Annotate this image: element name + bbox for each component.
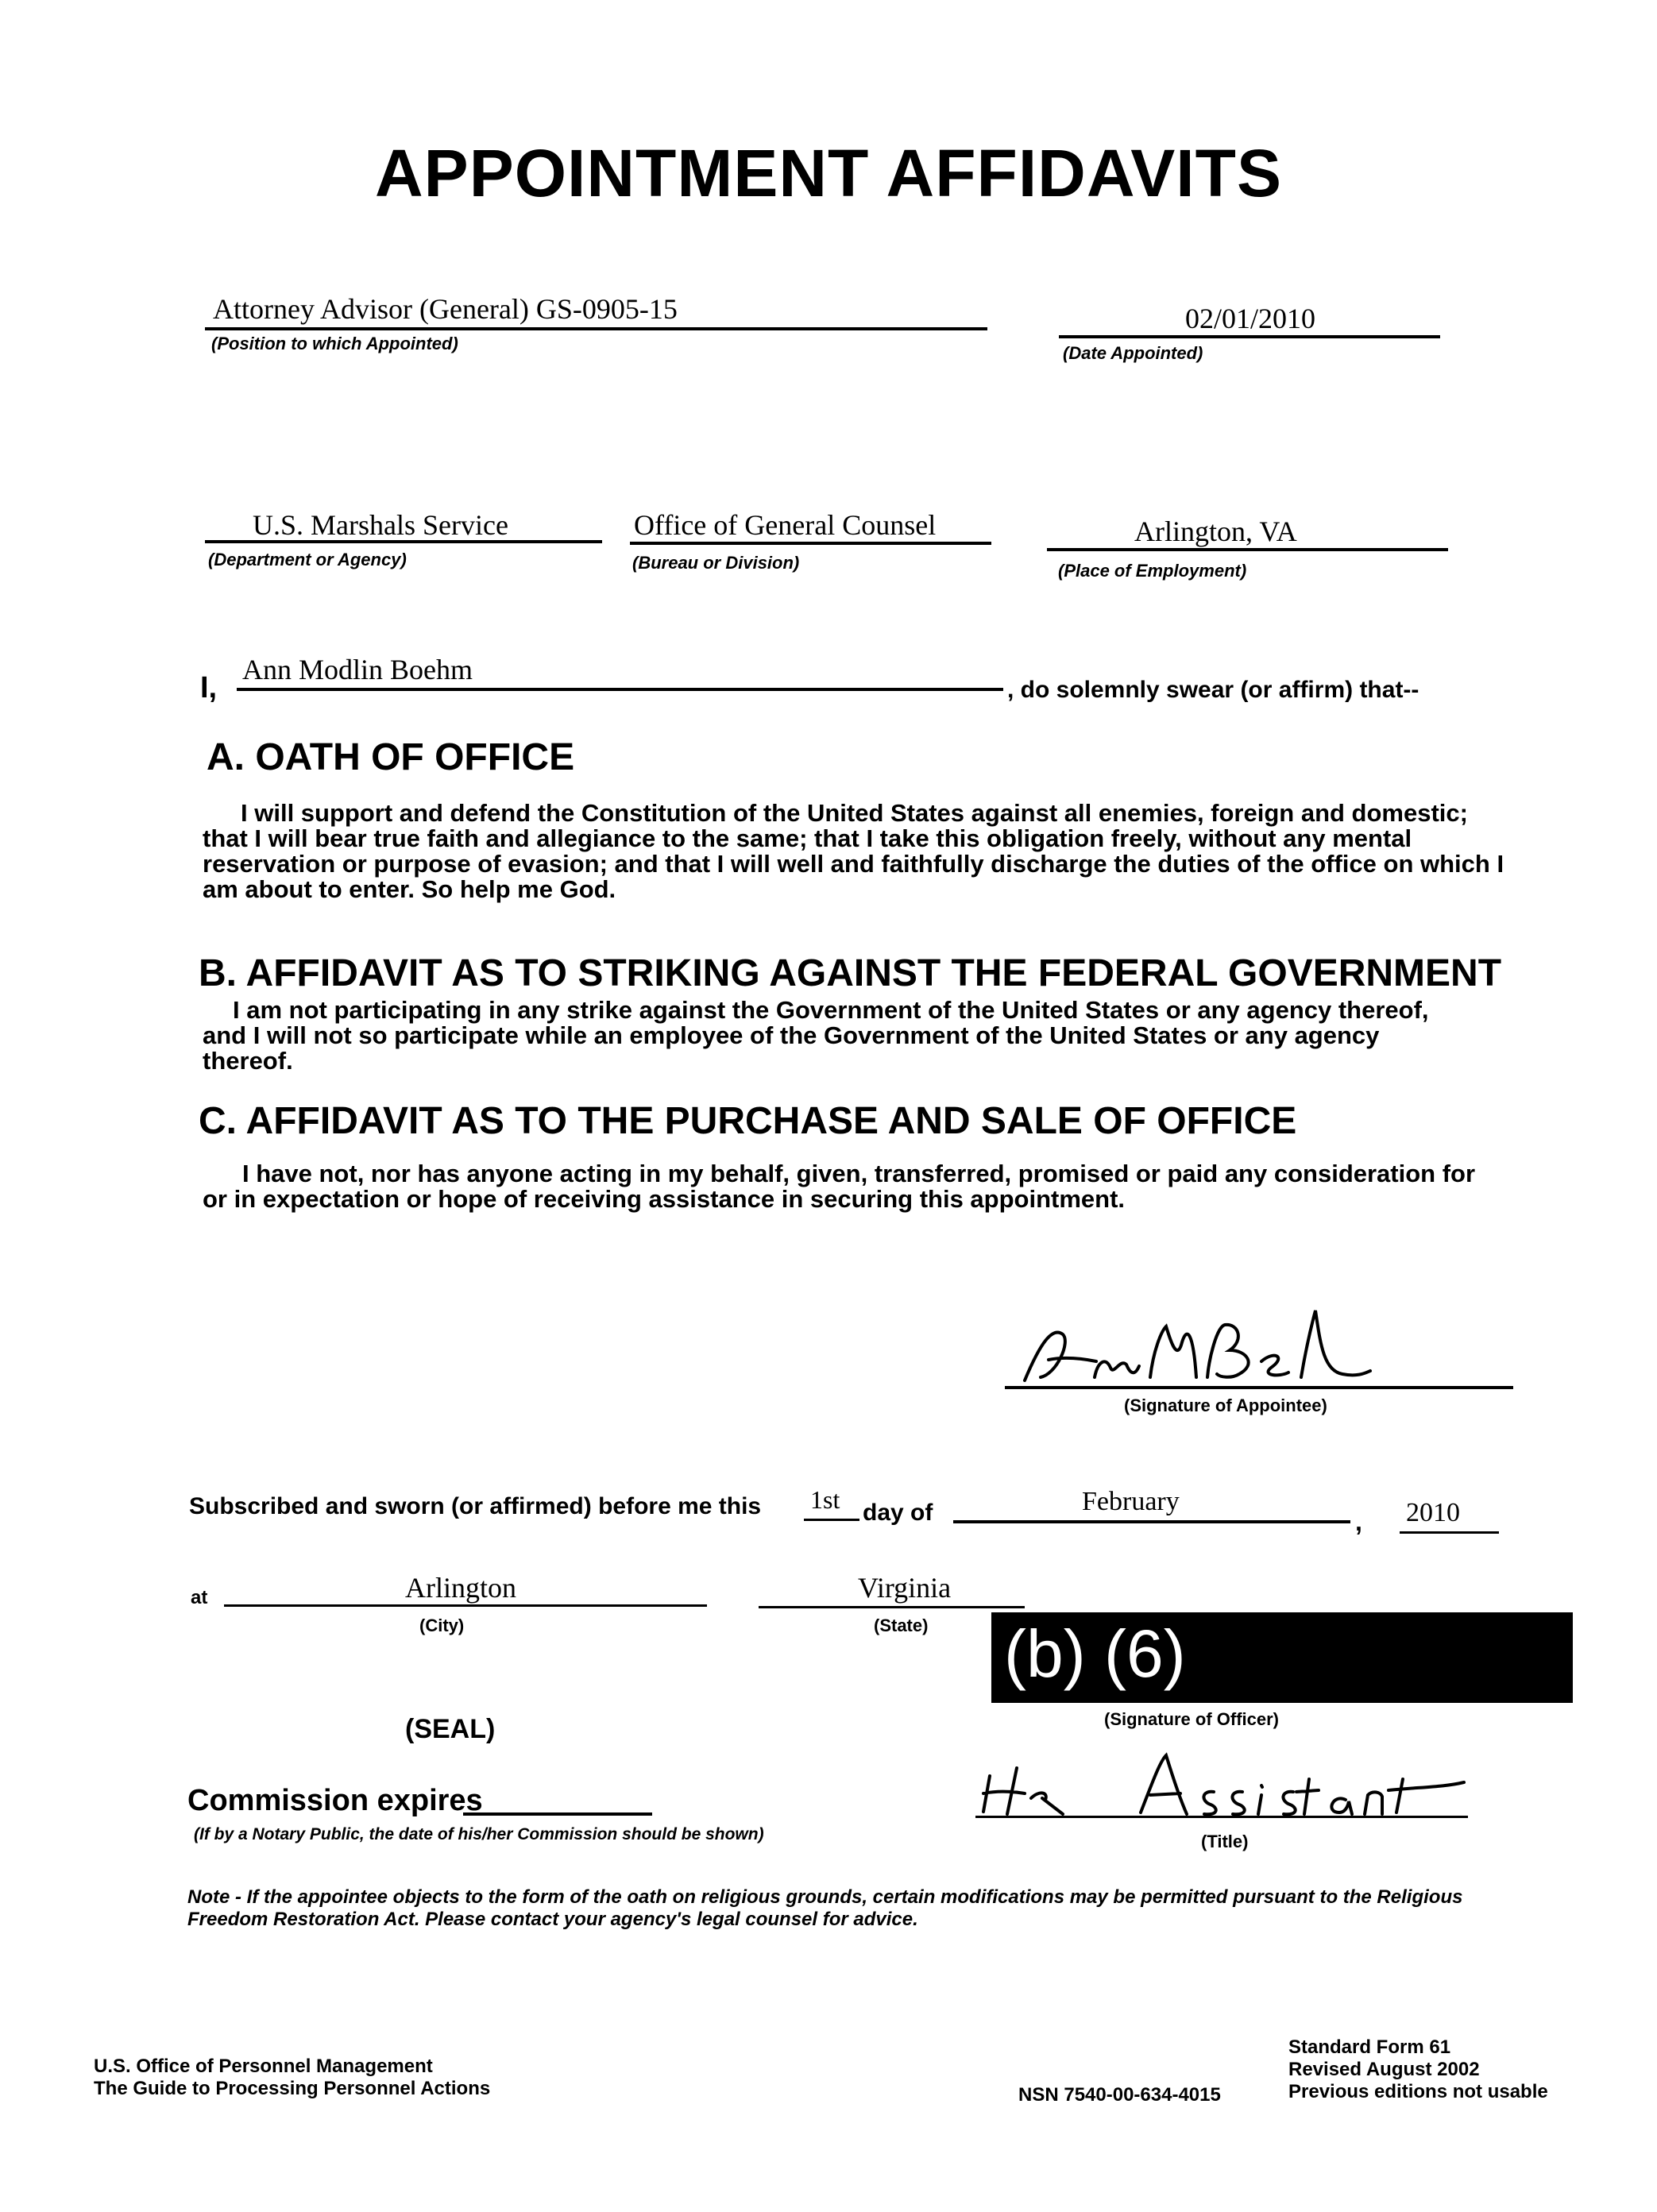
subscribed-day-line [804, 1519, 859, 1521]
bureau-value: Office of General Counsel [634, 509, 937, 541]
appointee-name-line [237, 688, 1003, 691]
commission-note: (If by a Notary Public, the date of his/her Commission should be shown) [194, 1825, 764, 1843]
department-value: U.S. Marshals Service [253, 509, 508, 541]
subscribed-text: Subscribed and sworn (or affirmed) before me this [189, 1493, 762, 1519]
footer-opm: U.S. Office of Personnel Management [94, 2056, 433, 2077]
subscribed-year-prefix: , [1355, 1507, 1362, 1536]
title-line [975, 1816, 1468, 1818]
redaction-label: (b) (6) [1004, 1616, 1186, 1691]
date-appointed-value: 02/01/2010 [1185, 303, 1316, 334]
date-appointed-caption: (Date Appointed) [1063, 343, 1203, 363]
section-c-text: I have not, nor has anyone acting in my behalf, given, transferred, promised or paid any consideration for or in expectation or hope of receiving assistance in securing this appointment. [203, 1160, 1476, 1213]
footer-form-revised: Revised August 2002 [1288, 2059, 1480, 2080]
appointee-signature-image [1009, 1295, 1374, 1398]
bureau-line [630, 542, 991, 545]
subscribed-month-line [953, 1520, 1350, 1523]
city-caption: (City) [419, 1616, 465, 1635]
place-value: Arlington, VA [1134, 515, 1297, 547]
subscribed-year-line [1400, 1531, 1499, 1534]
appointee-signature-line [1005, 1386, 1513, 1389]
location-at: at [191, 1587, 208, 1608]
city-value: Arlington [405, 1572, 516, 1604]
footer-guide: The Guide to Processing Personnel Actions [94, 2078, 491, 2099]
footer-form-number: Standard Form 61 [1288, 2036, 1451, 2058]
swear-prefix: I, [200, 671, 218, 705]
state-caption: (State) [874, 1616, 929, 1635]
title-caption: (Title) [1201, 1832, 1249, 1851]
section-a-heading: A. OATH OF OFFICE [207, 736, 575, 778]
subscribed-year: 2010 [1406, 1498, 1460, 1527]
redaction-box [991, 1612, 1573, 1703]
bureau-caption: (Bureau or Division) [632, 553, 800, 573]
city-line [224, 1604, 707, 1607]
place-line [1047, 548, 1448, 551]
footer-nsn: NSN 7540-00-634-4015 [1018, 2084, 1221, 2106]
seal-label: (SEAL) [405, 1714, 496, 1744]
subscribed-month: February [1082, 1487, 1180, 1516]
section-a-text: I will support and defend the Constitution of the United States against all enemies, foreign and domestic; that I will bear true faith and allegiance to the same; that I take this obligation freely, without any mental reservation or purpose of evasion; and that I will well and faithfully discharge the duties of the office on which I am about to enter. So help me God. [203, 799, 1504, 903]
subscribed-day: 1st [810, 1485, 840, 1514]
place-caption: (Place of Employment) [1058, 561, 1247, 581]
position-caption: (Position to which Appointed) [211, 334, 458, 353]
section-c-heading: C. AFFIDAVIT AS TO THE PURCHASE AND SALE OF OFFICE [199, 1100, 1297, 1142]
footer-form-previous: Previous editions not usable [1288, 2081, 1548, 2102]
appointee-name: Ann Modlin Boehm [242, 654, 473, 685]
section-b-text: I am not participating in any strike against the Government of the United States or any agency thereof, and I will not so participate while an employee of the Government of the United States or any agency thereof. [203, 996, 1429, 1075]
position-value: Attorney Advisor (General) GS-0905-15 [213, 293, 678, 325]
subscribed-day-of: day of [863, 1500, 933, 1526]
department-line [205, 540, 602, 543]
section-b-heading: B. AFFIDAVIT AS TO STRIKING AGAINST THE FEDERAL GOVERNMENT [199, 952, 1502, 994]
page-title: APPOINTMENT AFFIDAVITS [375, 136, 1282, 210]
title-handwriting-image [975, 1744, 1468, 1824]
state-line [759, 1606, 1025, 1608]
appointee-signature-caption: (Signature of Appointee) [1124, 1396, 1327, 1415]
commission-line [463, 1812, 652, 1816]
date-appointed-line [1059, 335, 1440, 338]
swear-suffix: , do solemnly swear (or affirm) that-- [1007, 677, 1419, 703]
officer-signature-caption: (Signature of Officer) [1104, 1709, 1280, 1729]
commission-label: Commission expires [187, 1784, 483, 1817]
state-value: Virginia [858, 1572, 952, 1604]
position-line [205, 327, 987, 330]
department-caption: (Department or Agency) [208, 550, 407, 569]
note-text: Note - If the appointee objects to the form of the oath on religious grounds, certain modifications may be permitted pursuant to the Religious Freedom Restoration Act. Please contact your agency's legal counsel for advice. [187, 1886, 1463, 1930]
